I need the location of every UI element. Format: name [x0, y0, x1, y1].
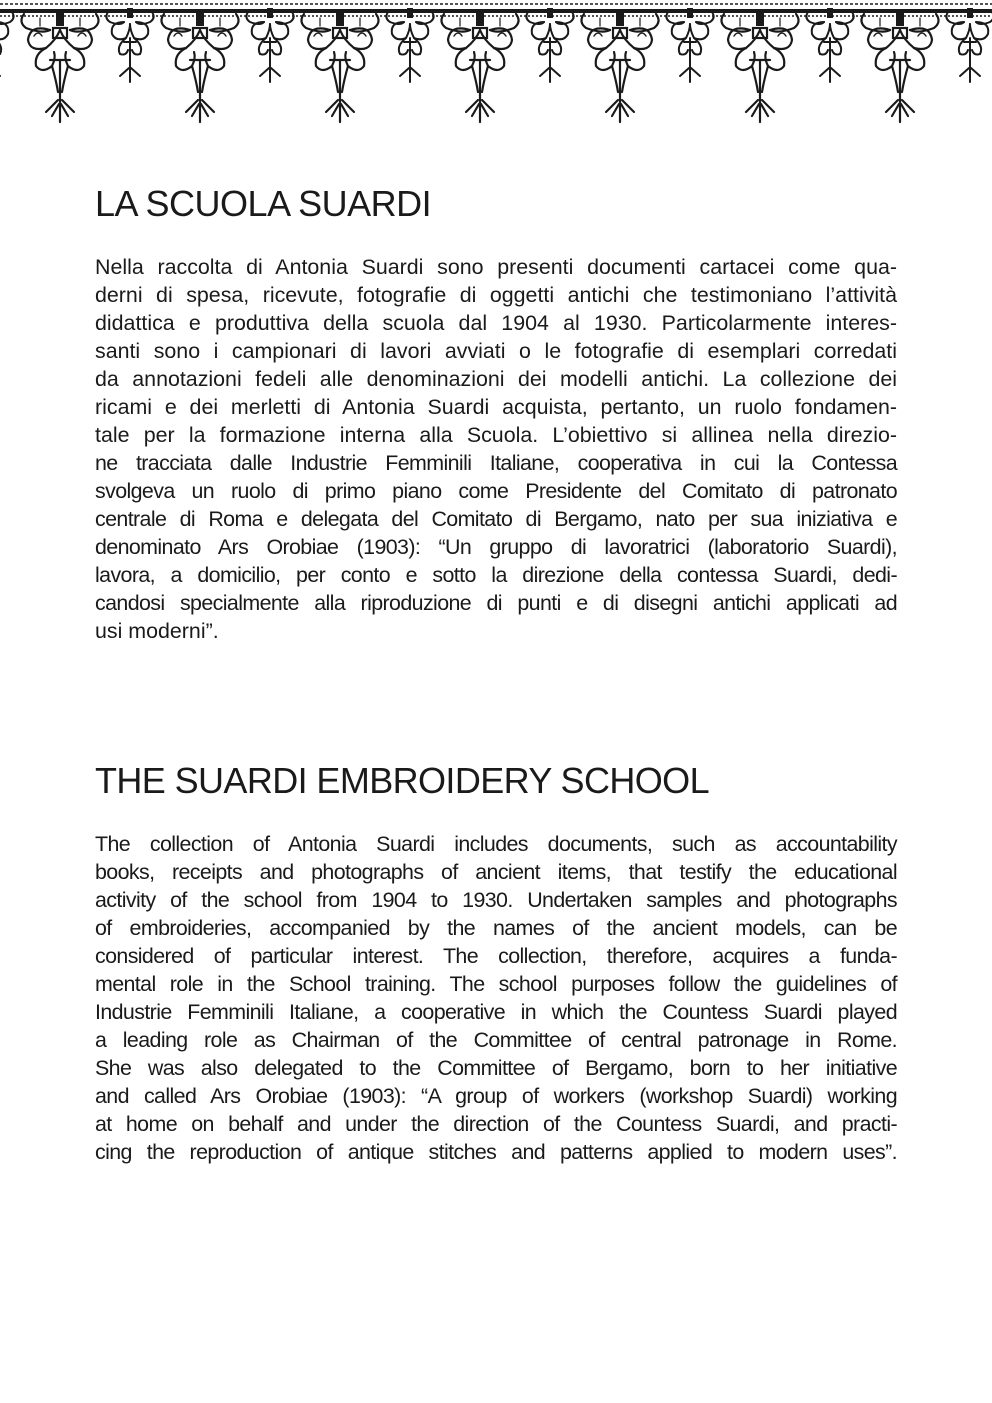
text-line: didattica e produttiva della scuola dal 1904 al 1930. Particolarmente interes-	[95, 311, 897, 335]
text-line: centrale di Roma e delegata del Comitato di Bergamo, nato per sua iniziativa e	[95, 507, 897, 531]
text-line: denominato Ars Orobiae (1903): “Un gruppo di lavoratrici (laboratorio Suardi),	[95, 535, 897, 559]
text-line: lavora, a domicilio, per conto e sotto la direzione della contessa Suardi, dedi-	[95, 563, 897, 587]
text-line: ricami e dei merletti di Antonia Suardi acquista, pertanto, un ruolo fondamen-	[95, 395, 897, 419]
text-line: derni di spesa, ricevute, fotografie di oggetti antichi che testimoniano l’attività	[95, 283, 897, 307]
section-title-english: THE SUARDI EMBROIDERY SCHOOL	[95, 760, 709, 801]
text-line: mental role in the School training. The school purposes follow the guidelines of	[95, 972, 897, 996]
text-line: candosi specialmente alla riproduzione di punti e di disegni antichi applicati ad	[95, 591, 897, 615]
text-line: tale per la formazione interna alla Scuola. L’obiettivo si allinea nella direzio-	[95, 423, 897, 447]
text-line: da annotazioni fedeli alle denominazioni dei modelli antichi. La collezione dei	[95, 367, 897, 391]
section-body-english	[95, 830, 897, 1166]
text-line: Nella raccolta di Antonia Suardi sono presenti documenti cartacei come qua-	[95, 255, 897, 279]
text-line: considered of particular interest. The collection, therefore, acquires a funda-	[95, 944, 897, 968]
lace-border-icon	[0, 0, 992, 130]
text-line: and called Ars Orobiae (1903): “A group of workers (workshop Suardi) working	[95, 1084, 897, 1108]
text-line: The collection of Antonia Suardi includes documents, such as accountability	[95, 832, 897, 856]
section-english	[95, 761, 897, 1166]
section-title-italian: LA SCUOLA SUARDI	[95, 183, 432, 224]
text-line: svolgeva un ruolo di primo piano come Presidente del Comitato di patronato	[95, 479, 897, 503]
text-line: santi sono i campionari di lavori avviati o le fotografie di esemplari corredati	[95, 339, 897, 363]
text-line: books, receipts and photographs of ancient items, that testify the educational	[95, 860, 897, 884]
text-line: ne tracciata dalle Industrie Femminili Italiane, cooperativa in cui la Contessa	[95, 451, 897, 475]
text-line: a leading role as Chairman of the Committee of central patronage in Rome.	[95, 1028, 897, 1052]
text-line: cing the reproduction of antique stitches and patterns applied to modern uses”.	[95, 1140, 897, 1164]
text-line: activity of the school from 1904 to 1930. Undertaken samples and photographs	[95, 888, 897, 912]
section-italian	[95, 184, 897, 645]
text-line: usi moderni”.	[95, 619, 219, 643]
text-line: of embroideries, accompanied by the names of the ancient models, can be	[95, 916, 897, 940]
text-line: Industrie Femminili Italiane, a cooperative in which the Countess Suardi played	[95, 1000, 897, 1024]
text-line: at home on behalf and under the direction of the Countess Suardi, and practi-	[95, 1112, 897, 1136]
text-line: She was also delegated to the Committee of Bergamo, born to her initiative	[95, 1056, 897, 1080]
section-body-italian	[95, 253, 897, 645]
